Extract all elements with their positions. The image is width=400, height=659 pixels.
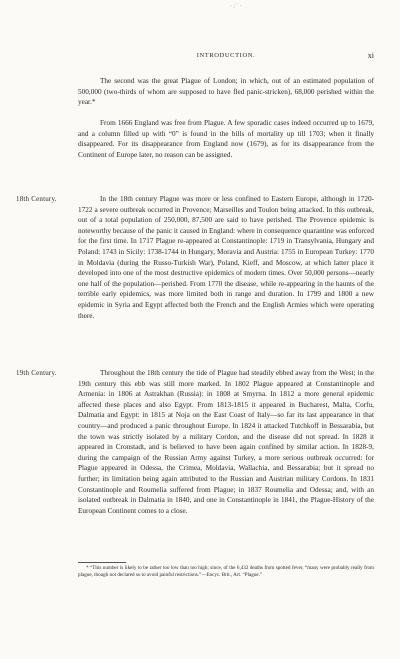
running-header — [78, 52, 374, 64]
paragraph-19th-century — [78, 368, 374, 516]
paragraph-england-free — [78, 118, 374, 160]
running-title: INTRODUCTION. — [196, 52, 256, 59]
page-number: xi — [367, 51, 374, 60]
paragraph-18th-century — [78, 194, 374, 321]
footnote — [78, 565, 374, 578]
footnote-text: * “This number is likely to be rather too low than too high; since, of the 6,432 deaths from spotted fever, “many were probably really from plague, though not declared so to avoid painful restrictions.”—Encyc. Brit., Art. “Plague.” — [78, 565, 374, 578]
sidenote-18th-century: 18th Century. — [16, 195, 57, 203]
paragraph-text: From 1666 England was free from Plague. A few sporadic cases indeed occurred up to 1679, and a column filled up with “0” is found in the bills of mortality up till 1703; when it finally disappeared. For its disappearance from England now (1679), as for its disappearance from the Continent of Europe later, no reason can be assigned. — [78, 119, 374, 159]
bleed-through-mark: ·:¨· — [230, 2, 243, 10]
paragraph-london-plague — [78, 76, 374, 108]
paragraph-text: The second was the great Plague of London; in which, out of an estimated population of 500,000 (two-thirds of whom are supposed to have fled panic-stricken), 68,000 perished within the year.* — [78, 77, 374, 107]
paragraph-text: Throughout the 18th century the tide of Plague had steadily ebbed away from the West; in the 19th century this ebb was still more marked. In 1802 Plague appeared at Constantinople and Armenia: in 1806 at Astrakhan (Russia): in 1808 at Smyrna. In 1812 a more general epidemic affected these places and also Egypt. From 1813-1815 it appeared in Bucharest, Malta, Corfu, Dalmatia and Egypt: in 1815 at Noja on the East Coast of Italy—so far its last appearance in that country—and produced a panic throughout Europe. In 1824 it attacked Tutchkoff in Bessarabia, but the town was strictly isolated by a military Cordon, and the disease did not spread. In 1828 it appeared in Cronstadt, and is believed to have been again confined by similar action. In 1828-9, during the campaign of the Russian Army against Turkey, a more serious outbreak occurred: for Plague appeared in Odessa, the Crimea, Moldavia, Wallachia, and Bessarabia; but it spread no further; its limitation being again attributed to the Russian and Austrian military Cordons. In 1831 Constantinople and Roumelia suffered from Plague; in 1837 Roumelia and Odessa; and, with an isolated outbreak in Dalmatia in 1840, and one in Constantinople in 1841, the Plague-History of the European Continent comes to a close. — [78, 369, 374, 515]
paragraph-text: In the 18th century Plague was more or less confined to Eastern Europe, although in 1720-1722 a severe outbreak occurred in Provence; Marseilles and Toulon being attacked. In this outbreak, out of a total population of 250,000, 87,500 are said to have perished. The Provence epidemic is noteworthy because of the panic it caused in England: where in consequence quarantine was enforced for the first time. In 1717 Plague re-appeared at Constantinople: 1719 in Transylvania, Hungary and Poland: 1743 in Sicily: 1738-1744 in Hungary, Moravia and Austria: 1755 in European Turkey: 1770 in Moldavia (during the Russo-Turkish War), Poland, Kieff, and Moscow, at which latter place it developed into one of the most destructive epidemics of modern times. Over 50,000 persons—nearly one half of the population—perished. From 1770 the disease, while re-appearing in the haunts of the terrible early epidemics, was more limited both in range and duration. In 1799 and 1800 a new epidemic in Syria and Egypt affected both the French and the English Armies which were operating there. — [78, 195, 374, 320]
sidenote-19th-century: 19th Century. — [16, 369, 57, 377]
footnote-rule — [78, 562, 126, 563]
